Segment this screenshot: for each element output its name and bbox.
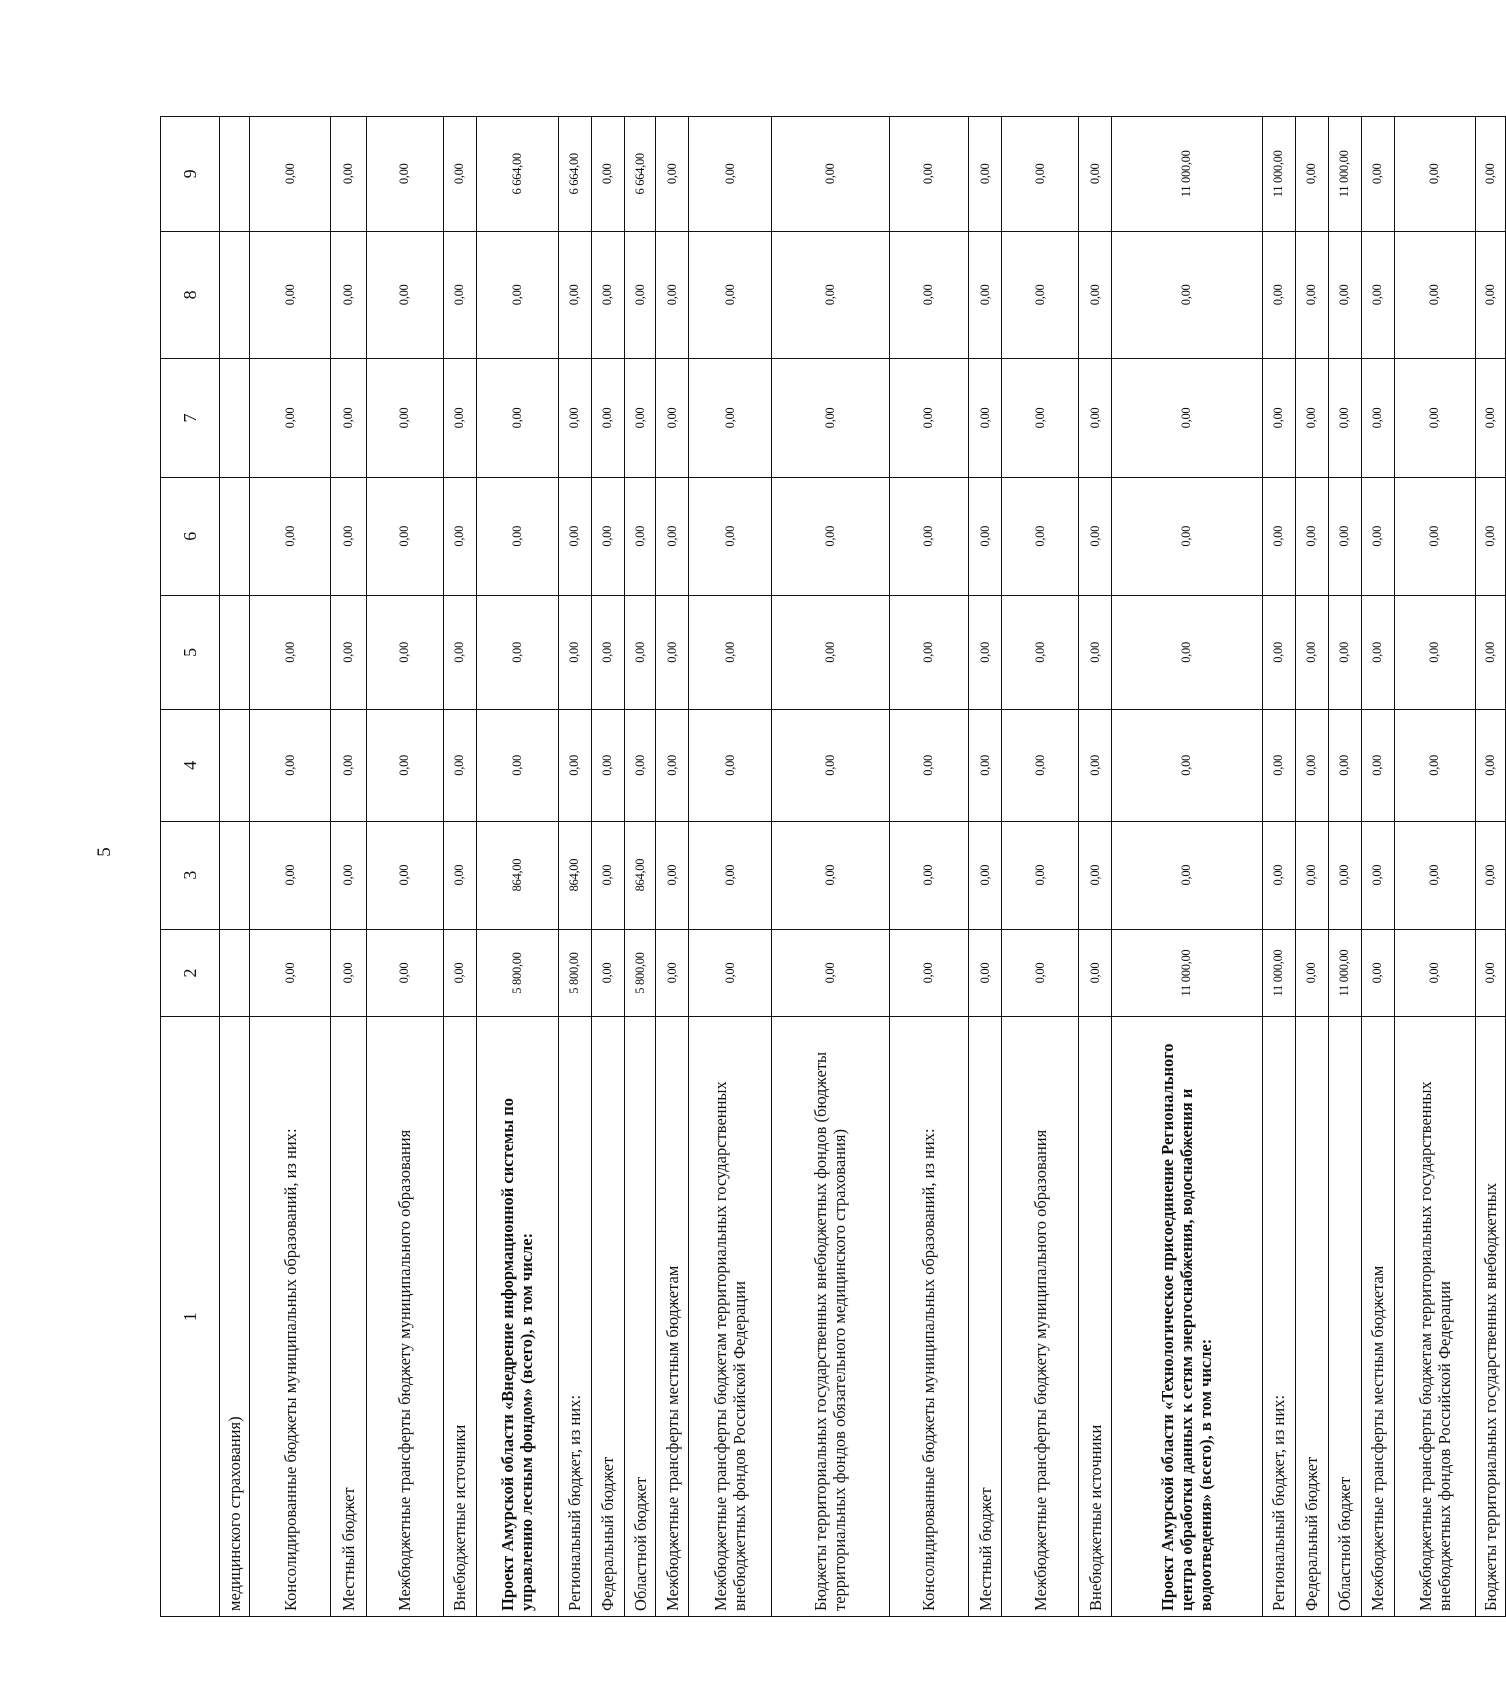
- value-cell-col-6: 0,00: [250, 477, 331, 595]
- value-cell-col-9: 0,00: [1079, 117, 1112, 232]
- value-cell-col-5: 0,00: [689, 595, 771, 710]
- row-label: Межбюджетные трансферты бюджетам территориальных государственных внебюджетных фондов Российской Федерации: [689, 1017, 771, 1617]
- value-cell-col-6: 0,00: [558, 477, 591, 595]
- value-cell-col-8: 0,00: [558, 231, 591, 358]
- value-cell-col-3: 864,00: [624, 821, 656, 929]
- table-row: [771, 117, 889, 1617]
- value-cell-col-3: 0,00: [1328, 821, 1361, 929]
- value-cell-col-2: 5 800,00: [624, 929, 656, 1017]
- row-label: Бюджеты территориальных государственных внебюджетных: [1475, 1017, 1505, 1617]
- value-cell-col-4: 0,00: [1112, 710, 1263, 821]
- value-cell-col-6: 0,00: [591, 477, 624, 595]
- value-cell-col-2: 0,00: [366, 929, 443, 1017]
- row-label: Местный бюджет: [331, 1017, 367, 1617]
- value-cell-col-2: 11 000,00: [1262, 929, 1295, 1017]
- value-cell-col-4: 0,00: [689, 710, 771, 821]
- value-cell-col-2: 0,00: [591, 929, 624, 1017]
- value-cell-col-5: 0,00: [889, 595, 969, 710]
- row-label: Федеральный бюджет: [591, 1017, 624, 1617]
- value-cell-col-4: 0,00: [591, 710, 624, 821]
- table-row: [250, 117, 331, 1617]
- value-cell-col-6: 0,00: [476, 477, 558, 595]
- value-cell-col-6: 0,00: [1394, 477, 1475, 595]
- value-cell-col-8: 0,00: [1262, 231, 1295, 358]
- value-cell-col-4: 0,00: [250, 710, 331, 821]
- row-label: Межбюджетные трансферты бюджету муниципального образования: [366, 1017, 443, 1617]
- row-label: Консолидированные бюджеты муниципальных образований, из них:: [889, 1017, 969, 1617]
- value-cell-col-7: 0,00: [331, 359, 367, 478]
- value-cell-col-7: 0,00: [443, 359, 476, 478]
- value-cell-col-2: 0,00: [1002, 929, 1079, 1017]
- value-cell-col-4: 0,00: [1361, 710, 1394, 821]
- table-row: [624, 117, 656, 1617]
- value-cell-col-7: 0,00: [558, 359, 591, 478]
- value-cell-col-7: [220, 359, 250, 478]
- value-cell-col-6: 0,00: [889, 477, 969, 595]
- table-row: [1112, 117, 1263, 1617]
- value-cell-col-7: 0,00: [366, 359, 443, 478]
- budget-table: [160, 116, 1506, 1617]
- value-cell-col-8: 0,00: [969, 231, 1002, 358]
- value-cell-col-5: 0,00: [656, 595, 689, 710]
- value-cell-col-2: 5 800,00: [558, 929, 591, 1017]
- value-cell-col-3: 0,00: [1475, 821, 1505, 929]
- value-cell-col-9: 6 664,00: [624, 117, 656, 232]
- table-row: [1002, 117, 1079, 1617]
- value-cell-col-4: 0,00: [1475, 710, 1505, 821]
- row-label: Консолидированные бюджеты муниципальных образований, из них:: [250, 1017, 331, 1617]
- value-cell-col-6: 0,00: [366, 477, 443, 595]
- row-label: Областной бюджет: [624, 1017, 656, 1617]
- value-cell-col-9: 0,00: [1475, 117, 1505, 232]
- value-cell-col-2: 5 800,00: [476, 929, 558, 1017]
- value-cell-col-3: 0,00: [443, 821, 476, 929]
- value-cell-col-4: 0,00: [476, 710, 558, 821]
- value-cell-col-8: 0,00: [624, 231, 656, 358]
- value-cell-col-4: 0,00: [656, 710, 689, 821]
- value-cell-col-4: 0,00: [1328, 710, 1361, 821]
- value-cell-col-6: 0,00: [771, 477, 889, 595]
- value-cell-col-3: 864,00: [476, 821, 558, 929]
- row-label: медицинского страхования): [220, 1017, 250, 1617]
- value-cell-col-2: 11 000,00: [1328, 929, 1361, 1017]
- value-cell-col-8: 0,00: [443, 231, 476, 358]
- value-cell-col-3: 0,00: [656, 821, 689, 929]
- value-cell-col-2: 0,00: [1079, 929, 1112, 1017]
- table-row: [1328, 117, 1361, 1617]
- value-cell-col-6: 0,00: [443, 477, 476, 595]
- value-cell-col-3: 0,00: [1361, 821, 1394, 929]
- value-cell-col-6: 0,00: [624, 477, 656, 595]
- table-row: [1079, 117, 1112, 1617]
- value-cell-col-9: 0,00: [1394, 117, 1475, 232]
- value-cell-col-9: 0,00: [331, 117, 367, 232]
- page-number: 5: [94, 847, 115, 857]
- value-cell-col-7: 0,00: [656, 359, 689, 478]
- value-cell-col-5: 0,00: [1475, 595, 1505, 710]
- value-cell-col-3: 0,00: [1262, 821, 1295, 929]
- value-cell-col-8: 0,00: [1112, 231, 1263, 358]
- row-label: Межбюджетные трансферты местным бюджетам: [1361, 1017, 1394, 1617]
- value-cell-col-7: 0,00: [1394, 359, 1475, 478]
- value-cell-col-6: 0,00: [969, 477, 1002, 595]
- value-cell-col-5: 0,00: [1394, 595, 1475, 710]
- value-cell-col-5: 0,00: [366, 595, 443, 710]
- table-row: [1475, 117, 1505, 1617]
- table-row: [1361, 117, 1394, 1617]
- table-row: [591, 117, 624, 1617]
- table-row: [689, 117, 771, 1617]
- table-row: [1295, 117, 1328, 1617]
- value-cell-col-8: 0,00: [889, 231, 969, 358]
- value-cell-col-9: [220, 117, 250, 232]
- value-cell-col-9: 0,00: [1361, 117, 1394, 232]
- value-cell-col-2: 0,00: [969, 929, 1002, 1017]
- value-cell-col-5: [220, 595, 250, 710]
- value-cell-col-5: 0,00: [1002, 595, 1079, 710]
- value-cell-col-9: 0,00: [656, 117, 689, 232]
- column-header-3: 3: [161, 821, 220, 929]
- value-cell-col-6: 0,00: [656, 477, 689, 595]
- value-cell-col-4: 0,00: [969, 710, 1002, 821]
- row-label: Внебюджетные источники: [443, 1017, 476, 1617]
- value-cell-col-3: 864,00: [558, 821, 591, 929]
- value-cell-col-8: 0,00: [250, 231, 331, 358]
- value-cell-col-4: 0,00: [1079, 710, 1112, 821]
- value-cell-col-7: 0,00: [771, 359, 889, 478]
- table-row: [476, 117, 558, 1617]
- column-header-7: 7: [161, 359, 220, 478]
- value-cell-col-3: 0,00: [1295, 821, 1328, 929]
- value-cell-col-2: [220, 929, 250, 1017]
- value-cell-col-7: 0,00: [624, 359, 656, 478]
- value-cell-col-8: 0,00: [331, 231, 367, 358]
- value-cell-col-8: 0,00: [1394, 231, 1475, 358]
- value-cell-col-2: 0,00: [443, 929, 476, 1017]
- table-row: [969, 117, 1002, 1617]
- value-cell-col-8: 0,00: [476, 231, 558, 358]
- table-row: [1262, 117, 1295, 1617]
- value-cell-col-9: 6 664,00: [558, 117, 591, 232]
- value-cell-col-9: 0,00: [443, 117, 476, 232]
- value-cell-col-3: 0,00: [591, 821, 624, 929]
- value-cell-col-5: 0,00: [476, 595, 558, 710]
- value-cell-col-5: 0,00: [1295, 595, 1328, 710]
- table-row: [220, 117, 250, 1617]
- value-cell-col-8: 0,00: [1475, 231, 1505, 358]
- table-row: [558, 117, 591, 1617]
- row-label: Межбюджетные трансферты бюджету муниципального образования: [1002, 1017, 1079, 1617]
- value-cell-col-9: 0,00: [1295, 117, 1328, 232]
- value-cell-col-4: 0,00: [331, 710, 367, 821]
- value-cell-col-7: 0,00: [969, 359, 1002, 478]
- column-header-5: 5: [161, 595, 220, 710]
- table-header-row: [161, 117, 220, 1617]
- value-cell-col-7: 0,00: [1361, 359, 1394, 478]
- value-cell-col-6: 0,00: [1328, 477, 1361, 595]
- table-row: [366, 117, 443, 1617]
- column-header-2: 2: [161, 929, 220, 1017]
- value-cell-col-3: 0,00: [969, 821, 1002, 929]
- value-cell-col-8: 0,00: [689, 231, 771, 358]
- value-cell-col-8: 0,00: [366, 231, 443, 358]
- value-cell-col-6: 0,00: [1262, 477, 1295, 595]
- value-cell-col-3: 0,00: [1394, 821, 1475, 929]
- value-cell-col-9: 0,00: [689, 117, 771, 232]
- value-cell-col-8: 0,00: [1361, 231, 1394, 358]
- value-cell-col-7: 0,00: [889, 359, 969, 478]
- value-cell-col-9: 0,00: [969, 117, 1002, 232]
- value-cell-col-3: 0,00: [331, 821, 367, 929]
- value-cell-col-7: 0,00: [1295, 359, 1328, 478]
- row-label: Проект Амурской области «Технологическое присоединение Регионального центра обработки данных к сетям энергоснабжения, водоснабжения и водоотведения» (всего), в том числе:: [1112, 1017, 1263, 1617]
- value-cell-col-3: [220, 821, 250, 929]
- budget-table-container: [160, 116, 1506, 1617]
- value-cell-col-7: 0,00: [250, 359, 331, 478]
- value-cell-col-5: 0,00: [1328, 595, 1361, 710]
- value-cell-col-2: 0,00: [250, 929, 331, 1017]
- value-cell-col-4: 0,00: [624, 710, 656, 821]
- value-cell-col-2: 0,00: [889, 929, 969, 1017]
- value-cell-col-5: 0,00: [771, 595, 889, 710]
- row-label: Областной бюджет: [1328, 1017, 1361, 1617]
- value-cell-col-8: 0,00: [1328, 231, 1361, 358]
- value-cell-col-4: 0,00: [558, 710, 591, 821]
- value-cell-col-9: 0,00: [771, 117, 889, 232]
- value-cell-col-8: 0,00: [771, 231, 889, 358]
- column-header-8: 8: [161, 231, 220, 358]
- value-cell-col-7: 0,00: [689, 359, 771, 478]
- value-cell-col-2: 0,00: [1475, 929, 1505, 1017]
- value-cell-col-6: 0,00: [1475, 477, 1505, 595]
- value-cell-col-3: 0,00: [771, 821, 889, 929]
- value-cell-col-2: 0,00: [1361, 929, 1394, 1017]
- value-cell-col-6: 0,00: [1295, 477, 1328, 595]
- row-label: Федеральный бюджет: [1295, 1017, 1328, 1617]
- value-cell-col-9: 0,00: [591, 117, 624, 232]
- table-row: [443, 117, 476, 1617]
- row-label: Региональный бюджет, из них:: [1262, 1017, 1295, 1617]
- row-label: Внебюджетные источники: [1079, 1017, 1112, 1617]
- table-row: [656, 117, 689, 1617]
- value-cell-col-5: 0,00: [624, 595, 656, 710]
- value-cell-col-4: 0,00: [771, 710, 889, 821]
- row-label: Проект Амурской области «Внедрение информационной системы по управлению лесным фондом» (всего), в том числе:: [476, 1017, 558, 1617]
- value-cell-col-9: 0,00: [1002, 117, 1079, 232]
- value-cell-col-4: 0,00: [366, 710, 443, 821]
- value-cell-col-7: 0,00: [1002, 359, 1079, 478]
- value-cell-col-2: 0,00: [656, 929, 689, 1017]
- value-cell-col-7: 0,00: [591, 359, 624, 478]
- value-cell-col-4: 0,00: [1394, 710, 1475, 821]
- value-cell-col-2: 0,00: [771, 929, 889, 1017]
- row-label: Местный бюджет: [969, 1017, 1002, 1617]
- value-cell-col-3: 0,00: [250, 821, 331, 929]
- column-header-6: 6: [161, 477, 220, 595]
- table-row: [1394, 117, 1475, 1617]
- value-cell-col-4: 0,00: [443, 710, 476, 821]
- value-cell-col-9: 11 000,00: [1262, 117, 1295, 232]
- value-cell-col-8: 0,00: [1002, 231, 1079, 358]
- value-cell-col-3: 0,00: [366, 821, 443, 929]
- value-cell-col-5: 0,00: [443, 595, 476, 710]
- value-cell-col-5: 0,00: [1112, 595, 1263, 710]
- value-cell-col-5: 0,00: [331, 595, 367, 710]
- value-cell-col-3: 0,00: [689, 821, 771, 929]
- value-cell-col-7: 0,00: [1079, 359, 1112, 478]
- value-cell-col-5: 0,00: [558, 595, 591, 710]
- value-cell-col-6: [220, 477, 250, 595]
- budget-table-body: [161, 117, 1506, 1617]
- value-cell-col-5: 0,00: [1079, 595, 1112, 710]
- value-cell-col-7: 0,00: [1328, 359, 1361, 478]
- value-cell-col-7: 0,00: [1475, 359, 1505, 478]
- table-row: [331, 117, 367, 1617]
- value-cell-col-2: 0,00: [1295, 929, 1328, 1017]
- value-cell-col-9: 6 664,00: [476, 117, 558, 232]
- value-cell-col-3: 0,00: [889, 821, 969, 929]
- value-cell-col-2: 0,00: [331, 929, 367, 1017]
- value-cell-col-2: 0,00: [689, 929, 771, 1017]
- value-cell-col-7: 0,00: [1262, 359, 1295, 478]
- value-cell-col-9: 11 000,00: [1112, 117, 1263, 232]
- value-cell-col-9: 0,00: [889, 117, 969, 232]
- value-cell-col-8: [220, 231, 250, 358]
- row-label: Бюджеты территориальных государственных внебюджетных фондов (бюджеты территориальных фондов обязательного медицинского страхования): [771, 1017, 889, 1617]
- row-label: Региональный бюджет, из них:: [558, 1017, 591, 1617]
- value-cell-col-6: 0,00: [1112, 477, 1263, 595]
- value-cell-col-2: 11 000,00: [1112, 929, 1263, 1017]
- value-cell-col-6: 0,00: [689, 477, 771, 595]
- value-cell-col-4: 0,00: [1295, 710, 1328, 821]
- value-cell-col-8: 0,00: [591, 231, 624, 358]
- row-label: Межбюджетные трансферты местным бюджетам: [656, 1017, 689, 1617]
- value-cell-col-5: 0,00: [591, 595, 624, 710]
- value-cell-col-4: 0,00: [1262, 710, 1295, 821]
- value-cell-col-5: 0,00: [1361, 595, 1394, 710]
- value-cell-col-6: 0,00: [1079, 477, 1112, 595]
- column-header-4: 4: [161, 710, 220, 821]
- value-cell-col-5: 0,00: [250, 595, 331, 710]
- value-cell-col-3: 0,00: [1002, 821, 1079, 929]
- column-header-9: 9: [161, 117, 220, 232]
- value-cell-col-4: [220, 710, 250, 821]
- value-cell-col-6: 0,00: [1002, 477, 1079, 595]
- row-label: Межбюджетные трансферты бюджетам территориальных государственных внебюджетных фондов Российской Федерации: [1394, 1017, 1475, 1617]
- value-cell-col-5: 0,00: [969, 595, 1002, 710]
- value-cell-col-5: 0,00: [1262, 595, 1295, 710]
- column-header-1: 1: [161, 1017, 220, 1617]
- value-cell-col-9: 11 000,00: [1328, 117, 1361, 232]
- value-cell-col-8: 0,00: [1295, 231, 1328, 358]
- table-row: [889, 117, 969, 1617]
- value-cell-col-8: 0,00: [1079, 231, 1112, 358]
- value-cell-col-7: 0,00: [476, 359, 558, 478]
- value-cell-col-6: 0,00: [331, 477, 367, 595]
- value-cell-col-4: 0,00: [1002, 710, 1079, 821]
- value-cell-col-3: 0,00: [1112, 821, 1263, 929]
- value-cell-col-7: 0,00: [1112, 359, 1263, 478]
- value-cell-col-9: 0,00: [366, 117, 443, 232]
- value-cell-col-8: 0,00: [656, 231, 689, 358]
- value-cell-col-2: 0,00: [1394, 929, 1475, 1017]
- value-cell-col-3: 0,00: [1079, 821, 1112, 929]
- value-cell-col-9: 0,00: [250, 117, 331, 232]
- value-cell-col-4: 0,00: [889, 710, 969, 821]
- value-cell-col-6: 0,00: [1361, 477, 1394, 595]
